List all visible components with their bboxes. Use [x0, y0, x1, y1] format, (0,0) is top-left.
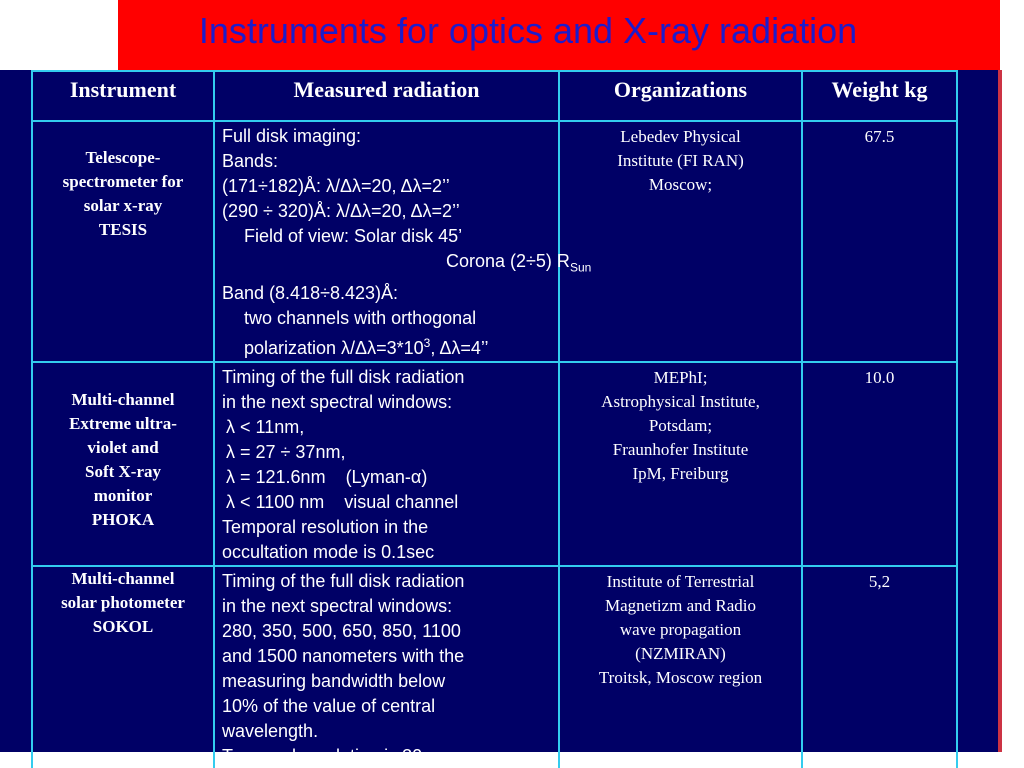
instrument-line: PHOKA	[91, 509, 155, 529]
table-row	[32, 121, 957, 362]
measured-line: λ < 11nm,	[226, 416, 305, 437]
instrument-cell	[32, 566, 214, 768]
measured-line: Temporal resolution is 30sec	[222, 745, 451, 766]
measured-line: occultation mode is 0.1sec	[222, 541, 435, 562]
measured-line: measuring bandwidth below	[222, 670, 446, 691]
organization-line: Institute of Terrestrial	[606, 571, 755, 591]
instrument-line: SOKOL	[92, 616, 154, 636]
instrument-line: Multi-channel	[71, 568, 175, 588]
slide-title: Instruments for optics and X-ray radiation	[198, 10, 858, 51]
instrument-line: monitor	[93, 485, 153, 505]
organizations-cell	[559, 121, 802, 362]
measured-superscript: 3	[423, 335, 431, 350]
header-weight: Weight kg	[802, 71, 957, 121]
organization-line: Lebedev Physical	[620, 127, 741, 146]
header-row	[32, 71, 957, 121]
organization-line: IpM, Freiburg	[632, 463, 729, 483]
organization-line: MEPhI;	[653, 367, 708, 387]
instrument-line: Soft X-ray	[84, 461, 161, 481]
measured-line: Field of view: Solar disk 45’	[244, 226, 463, 246]
measured-line: 280, 350, 500, 650, 850, 1100	[222, 620, 461, 641]
instrument-cell	[32, 121, 214, 362]
measured-cell	[214, 121, 592, 362]
table-row	[32, 566, 957, 768]
measured-line: Timing of the full disk radiation	[222, 570, 465, 591]
table-row	[32, 362, 957, 566]
header-instrument: Instrument	[32, 71, 214, 121]
organization-line: Fraunhofer Institute	[612, 439, 749, 459]
measured-text: Corona (2÷5) R	[446, 251, 570, 271]
weight-cell: 5,2	[802, 566, 957, 768]
measured-line: 10% of the value of central	[222, 695, 436, 716]
measured-line	[222, 249, 592, 281]
measured-line: (171÷182)Å: λ/Δλ=20, Δλ=2’’	[222, 176, 450, 196]
instrument-line: Telescope-	[85, 148, 161, 167]
organization-line: Astrophysical Institute,	[601, 391, 760, 411]
organization-line: Institute (FI RAN)	[617, 151, 744, 170]
measured-line: Timing of the full disk radiation	[222, 366, 465, 387]
organizations-cell	[559, 566, 802, 768]
measured-cell	[214, 362, 559, 566]
measured-text: , Δλ=4’’	[430, 337, 489, 358]
measured-line: λ < 1100 nm visual channel	[226, 491, 459, 512]
organization-line: wave propagation	[619, 619, 742, 639]
measured-cell	[214, 566, 559, 768]
header-organizations: Organizations	[559, 71, 802, 121]
instrument-line: TESIS	[98, 220, 148, 239]
measured-line: Full disk imaging:	[222, 126, 362, 146]
measured-line: λ = 121.6nm (Lyman-α)	[226, 466, 428, 487]
measured-line: in the next spectral windows:	[222, 391, 453, 412]
measured-line: and 1500 nanometers with the	[222, 645, 465, 666]
measured-line: Temporal resolution in the	[222, 516, 429, 537]
instrument-line: Multi-channel	[71, 389, 175, 409]
weight-cell: 10.0	[802, 362, 957, 566]
organization-line: (NZMIRAN)	[635, 643, 726, 663]
measured-line: Bands:	[222, 151, 279, 171]
measured-line: λ = 27 ÷ 37nm,	[226, 441, 346, 462]
organization-line: Moscow;	[648, 175, 713, 194]
instrument-cell	[32, 362, 214, 566]
instrument-line: Extreme ultra-	[69, 413, 177, 433]
organization-line: Troitsk, Moscow region	[598, 667, 763, 687]
measured-line	[222, 331, 558, 361]
instruments-table	[31, 70, 958, 768]
measured-subscript: Sun	[569, 260, 592, 275]
header-measured-radiation: Measured radiation	[214, 71, 559, 121]
instrument-line: solar x-ray	[83, 196, 163, 215]
instrument-line: spectrometer for	[62, 172, 184, 191]
weight-cell: 67.5	[802, 121, 957, 362]
measured-text: polarization λ/Δλ=3*10	[244, 337, 424, 358]
organization-line: Magnetizm and Radio	[604, 595, 757, 615]
slide-edge	[998, 70, 1002, 752]
measured-line: Band (8.418÷8.423)Å:	[222, 282, 399, 303]
instrument-line: solar photometer	[61, 592, 185, 612]
measured-line: wavelength.	[222, 720, 319, 741]
measured-line: in the next spectral windows:	[222, 595, 453, 616]
measured-line: two channels with orthogonal	[244, 307, 477, 328]
organizations-cell	[559, 362, 802, 566]
measured-line: (290 ÷ 320)Å: λ/Δλ=20, Δλ=2’’	[222, 201, 460, 221]
organization-line: Potsdam;	[648, 415, 713, 435]
instrument-line: violet and	[87, 437, 159, 457]
